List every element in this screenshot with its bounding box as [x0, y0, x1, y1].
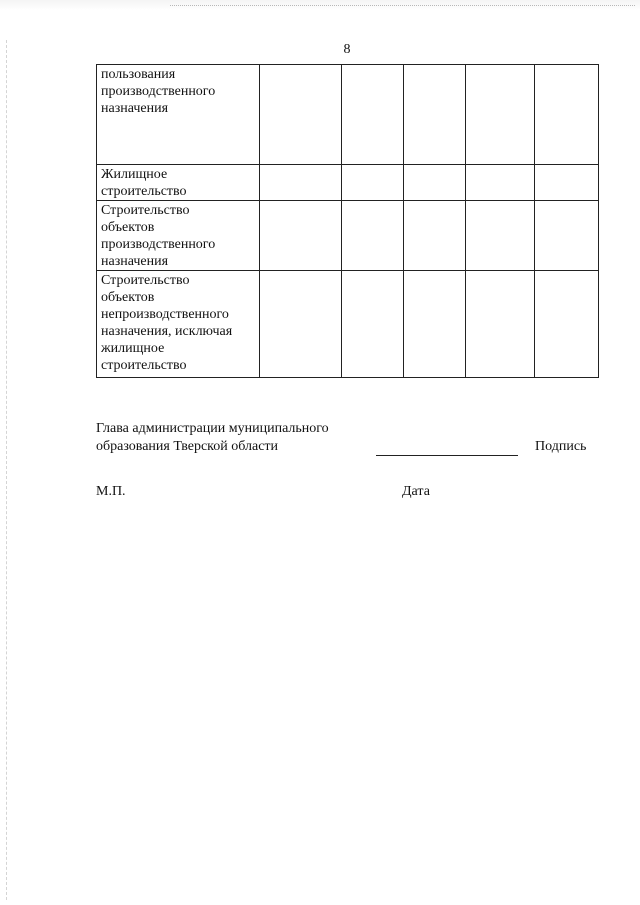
table-cell	[260, 201, 342, 271]
table-cell	[535, 65, 599, 165]
table-cell	[342, 271, 404, 378]
table-row	[97, 271, 599, 378]
table-cell	[260, 65, 342, 165]
table-row	[97, 165, 599, 201]
position-line-2: образования Тверской области	[96, 439, 279, 454]
table-cell	[535, 271, 599, 378]
table-cell	[466, 201, 535, 271]
row-label: пользования производственного назначения	[97, 65, 260, 165]
table-cell	[260, 271, 342, 378]
table-cell	[342, 165, 404, 201]
signature-label: Подпись	[535, 439, 587, 454]
table-cell	[404, 165, 466, 201]
scan-binding-edge	[6, 40, 7, 900]
table-cell	[535, 201, 599, 271]
table-row	[97, 65, 599, 165]
table-cell	[404, 201, 466, 271]
table-cell	[342, 65, 404, 165]
table-cell	[535, 165, 599, 201]
position-line-1: Глава администрации муниципального	[96, 421, 329, 436]
row-label: Строительство объектов производственного назначения	[97, 201, 260, 271]
table-cell	[466, 65, 535, 165]
stamp-label: М.П.	[96, 484, 126, 499]
row-label: Строительство объектов непроизводственного назначения, исключая жилищное строительство	[97, 271, 260, 378]
page-number: 8	[343, 42, 351, 57]
signature-blank-line	[376, 455, 518, 456]
construction-table	[96, 64, 599, 378]
date-label: Дата	[402, 484, 430, 499]
row-label: Жилищное строительство	[97, 165, 260, 201]
scan-artifact-line	[170, 5, 635, 6]
table-cell	[342, 201, 404, 271]
signatory-position	[96, 420, 329, 456]
table-cell	[466, 271, 535, 378]
table-row	[97, 201, 599, 271]
table-cell	[404, 271, 466, 378]
table-cell	[404, 65, 466, 165]
table-cell	[466, 165, 535, 201]
table-cell	[260, 165, 342, 201]
